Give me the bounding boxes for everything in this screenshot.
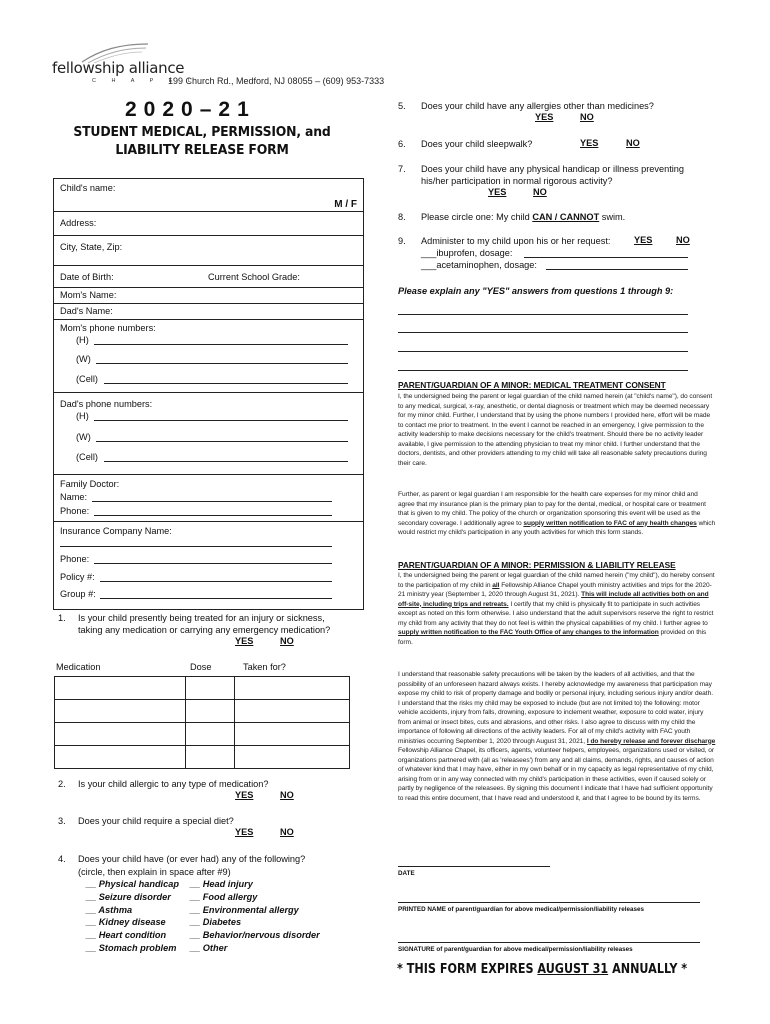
child-name-row[interactable] xyxy=(54,179,363,212)
liab-p1-link: supply written notification to the FAC Youth Office of any changes to the information xyxy=(398,629,659,636)
med-col-dose: Dose xyxy=(190,662,212,672)
dad-phone-cell-field[interactable] xyxy=(104,461,348,462)
dob-row[interactable] xyxy=(54,266,363,288)
mom-phone-cell-label: (Cell) xyxy=(76,374,98,384)
expire-text-c: ANNUALLY * xyxy=(608,962,688,977)
medical-p2-text-b: which would restrict my child's participation in any youth activities for which this form stands. xyxy=(398,519,716,536)
q9-no[interactable]: NO xyxy=(676,235,690,245)
q4-line-1: Does your child have (or ever had) any of the following? xyxy=(78,854,306,864)
family-doctor-label: Family Doctor: xyxy=(60,479,120,489)
doctor-phone-label: Phone: xyxy=(60,506,90,516)
q4-line-2: (circle, then explain in space after #9) xyxy=(78,867,231,877)
condition-item[interactable]: __ Stomach problem xyxy=(86,942,177,953)
q6-no[interactable]: NO xyxy=(626,138,640,148)
condition-item[interactable]: __ Environmental allergy xyxy=(190,904,299,915)
title-line-2: LIABILITY RELEASE FORM xyxy=(115,142,289,158)
q6-number: 6. xyxy=(398,139,406,149)
liab-p1-text-c: I certify that my child is physically fit to participate in such activities except as noted on this form otherwise. I also understand that the adult supervisors reserve the right to restrict my child from any activity that they do not feel is within the physical capabilities of my child. I further agree to xyxy=(398,600,714,627)
insurance-phone-label: Phone: xyxy=(60,554,90,564)
address-row[interactable] xyxy=(54,212,363,236)
city-label: City, State, Zip: xyxy=(60,242,123,252)
q3-no[interactable]: NO xyxy=(280,827,294,837)
condition-item[interactable]: __ Kidney disease xyxy=(86,917,166,928)
liab-p1-all: all xyxy=(492,581,500,589)
condition-item[interactable]: __ Food allergy xyxy=(190,891,258,902)
policy-label: Policy #: xyxy=(60,572,95,582)
med-col-medication: Medication xyxy=(56,662,101,672)
church-address: 199 Church Rd., Medford, NJ 08055 – (609) 953-7333 xyxy=(168,76,385,86)
med-cell[interactable] xyxy=(54,745,186,769)
liab-p1-bold: This will include all activities both on and off-site, including trips and retreats. xyxy=(398,591,709,608)
q1-line-1: Is your child presently being treated for an injury or sickness, xyxy=(78,613,325,623)
q9-number: 9. xyxy=(398,236,406,246)
child-info-box xyxy=(53,178,364,610)
condition-item[interactable]: __ Seizure disorder xyxy=(86,891,171,902)
doctor-phone-field[interactable] xyxy=(94,515,332,516)
q6-yes[interactable]: YES xyxy=(580,138,599,148)
liab-p1-text-d: provided on this form. xyxy=(398,629,707,646)
q6-text: Does your child sleepwalk? xyxy=(421,139,533,149)
expire-text-a: * THIS FORM EXPIRES xyxy=(397,962,538,977)
date-label: DATE xyxy=(398,870,415,877)
insurance-label: Insurance Company Name: xyxy=(60,526,172,536)
conditions-left-list xyxy=(86,878,179,955)
q1-line-2: taking any medication or carrying any emergency medication? xyxy=(78,625,331,635)
q7-line-1: Does your child have any physical handicap or illness preventing xyxy=(421,164,685,174)
liability-paragraph-1 xyxy=(398,571,716,647)
date-field[interactable] xyxy=(398,866,550,867)
liab-p2-bold: I do hereby release and forever discharge xyxy=(586,737,716,745)
doctor-name-label: Name: xyxy=(60,492,88,502)
q9-yes[interactable]: YES xyxy=(634,235,653,245)
q8-suffix: swim. xyxy=(599,212,626,222)
policy-field[interactable] xyxy=(100,581,332,582)
explain-line[interactable] xyxy=(398,351,688,352)
mom-phone-cell-field[interactable] xyxy=(104,383,348,384)
medical-consent-heading: PARENT/GUARDIAN OF A MINOR: MEDICAL TREATMENT CONSENT xyxy=(398,380,666,390)
mom-phone-h-label: (H) xyxy=(76,335,89,345)
mom-name-row[interactable] xyxy=(54,288,363,304)
title-line-1: STUDENT MEDICAL, PERMISSION, and xyxy=(73,124,331,140)
liab-p1-text-b: Fellowship Alliance Chapel youth ministry activities and trips for the 2020-21 ministry year (September 1, 2020 through August 31, 2021). xyxy=(398,581,712,598)
q3-text: Does your child require a special diet? xyxy=(78,816,234,826)
insurance-phone-field[interactable] xyxy=(94,563,332,564)
q3-number: 3. xyxy=(58,816,66,826)
q3-yes[interactable]: YES xyxy=(235,827,254,837)
q9-acetaminophen-label: ___acetaminophen, dosage: xyxy=(421,260,537,270)
q9-text: Administer to my child upon his or her request: xyxy=(421,236,611,246)
dad-phones-row xyxy=(54,393,363,475)
med-cell[interactable] xyxy=(54,699,186,723)
medical-p2-emphasis: supply written notification to FAC of any health changes xyxy=(523,519,697,527)
city-row[interactable] xyxy=(54,236,363,266)
dob-label: Date of Birth: xyxy=(60,272,114,282)
q2-number: 2. xyxy=(58,779,66,789)
group-label: Group #: xyxy=(60,589,96,599)
q7-line-2: his/her participation in normal rigorous activity? xyxy=(421,176,613,186)
medical-consent-paragraph-2 xyxy=(398,490,716,538)
med-cell[interactable] xyxy=(234,722,350,746)
liability-paragraph-2 xyxy=(398,670,716,803)
form-year: 2020–21 xyxy=(125,98,256,121)
q4-number: 4. xyxy=(58,854,66,864)
q2-no[interactable]: NO xyxy=(280,790,294,800)
signature-label: SIGNATURE of parent/guardian for above medical/permission/liability releases xyxy=(398,946,633,953)
dad-phone-h-label: (H) xyxy=(76,411,89,421)
insurance-name-field[interactable] xyxy=(60,546,332,547)
mom-phones-row xyxy=(54,320,363,393)
q5-no[interactable]: NO xyxy=(580,112,594,122)
q8-text xyxy=(421,211,625,223)
liab-p2-text-b: Fellowship Alliance Chapel, its officers, agents, volunteer helpers, employees, organizations used or visited, or organizations partnered with (all as 'releasees') from any and all claims, demands, rights, and causes of action of whatever kind that I may have, either in my own behalf or in my capacity as legal representative of my child, arising from or in any way connected with my child's participation in these activities, even if caused solely or partly by negligence of the releasees. By signing this document I indicate that I have had sufficient opportunity to read this entire document, that I have read and understood it, and that I agree to be bound by its terms. xyxy=(398,747,715,802)
q1-yes[interactable]: YES xyxy=(235,636,254,646)
med-cell[interactable] xyxy=(234,699,350,723)
signature-field[interactable] xyxy=(398,942,700,943)
med-cell[interactable] xyxy=(185,722,235,746)
acetaminophen-dosage-field[interactable] xyxy=(546,269,688,270)
condition-item[interactable]: __ Asthma xyxy=(86,904,133,915)
condition-item[interactable]: __ Head injury xyxy=(190,879,253,889)
q5-number: 5. xyxy=(398,101,406,111)
q7-number: 7. xyxy=(398,164,406,174)
condition-item[interactable]: __ Behavior/nervous disorder xyxy=(190,930,320,941)
condition-item[interactable]: __ Diabetes xyxy=(190,917,242,928)
conditions-right-list xyxy=(190,878,320,955)
family-doctor-row xyxy=(54,475,363,522)
dad-phones-label: Dad's phone numbers: xyxy=(60,399,153,409)
dad-name-label: Dad's Name: xyxy=(60,306,113,316)
liab-p1-text-a: I, the undersigned being the parent or legal guardian of the child named herein ("my child"), do hereby consent to the participation of my child in xyxy=(398,572,715,589)
grade-label: Current School Grade: xyxy=(208,272,300,282)
q9-ibuprofen-label: ___ibuprofen, dosage: xyxy=(421,248,513,258)
dad-name-row[interactable] xyxy=(54,304,363,320)
q8-can-cannot[interactable]: CAN / CANNOT xyxy=(532,212,600,222)
medical-consent-paragraph-1: I, the undersigned being the parent or legal guardian of the child named herein (at "child's name"), do consent to any medical, surgical, x-ray, anesthetic, or dental diagnosis or treatment which may be deemed necessary for my minor child. Further, I understand that by using the phone numbers I provided here, effort will be made to contact me prior to treatment. In the event I cannot be reached in an emergency, I give permission to the activity leadership to make decisions necessary for the child's treatment. Should there be no activity leader available, I give permission to the attending physician to treat my minor child. I further understand that the doctors, dentists, and other providers attending to my child will take all reasonable safety precautions during their care. xyxy=(398,393,713,467)
expire-date: AUGUST 31 xyxy=(537,962,609,977)
q2-yes[interactable]: YES xyxy=(235,790,254,800)
mom-phone-w-label: (W) xyxy=(76,354,91,364)
condition-item[interactable]: __ Other xyxy=(190,942,228,953)
q7-no[interactable]: NO xyxy=(533,187,547,197)
q1-no[interactable]: NO xyxy=(280,636,294,646)
mom-phone-h-field[interactable] xyxy=(94,344,348,345)
condition-item[interactable]: __ Physical handicap xyxy=(86,879,179,889)
logo xyxy=(52,42,198,88)
logo-subtitle: C H A P E L xyxy=(92,78,198,84)
explain-yes-label: Please explain any "YES" answers from questions 1 through 9: xyxy=(398,286,674,296)
doctor-name-field[interactable] xyxy=(92,501,332,502)
med-cell[interactable] xyxy=(185,745,235,769)
q2-text: Is your child allergic to any type of medication? xyxy=(78,779,269,789)
q1-number: 1. xyxy=(58,613,66,623)
q8-prefix: Please circle one: My child xyxy=(421,212,533,222)
med-cell[interactable] xyxy=(54,722,186,746)
group-field[interactable] xyxy=(100,598,332,599)
med-col-taken-for: Taken for? xyxy=(243,662,286,672)
med-cell[interactable] xyxy=(185,676,235,700)
explain-line[interactable] xyxy=(398,332,688,333)
explain-line[interactable] xyxy=(398,370,688,371)
liability-release-heading: PARENT/GUARDIAN OF A MINOR: PERMISSION & LIABILITY RELEASE xyxy=(398,560,676,570)
dad-phone-h-field[interactable] xyxy=(94,420,348,421)
logo-name: fellowship alliance xyxy=(52,59,185,77)
dad-phone-w-field[interactable] xyxy=(96,441,348,442)
form-expiration-notice xyxy=(397,962,687,977)
med-cell[interactable] xyxy=(54,676,186,700)
form-title xyxy=(64,123,340,159)
q5-text: Does your child have any allergies other than medicines? xyxy=(421,101,654,111)
dad-phone-cell-label: (Cell) xyxy=(76,452,98,462)
liab-p2-text-a: I understand that reasonable safety precautions will be taken by the leaders of all activities, and that the possibility of an unforeseen hazard always exists. I hereby acknowledge my awareness that participation may expose my child to risk of property damage and bodily or personal injury, including serious injury and/or death. I understand that the risks my child may be exposed to include (but are not limited to) the following: motor vehicle accidents, injury from falls, drowning, exposure to inclement weather, exposure to cold water, injury from animal or insect bites, cuts and abrasions, and other risks. I also agree to discuss with my child the importance of following all directions of the activity leaders. For all of my child's activity with FAC youth ministries occurring September 1, 2020 through August 31, 2021, xyxy=(398,671,713,745)
q8-number: 8. xyxy=(398,212,406,222)
condition-item[interactable]: __ Heart condition xyxy=(86,930,167,941)
insurance-row xyxy=(54,522,363,609)
mom-phones-label: Mom's phone numbers: xyxy=(60,323,156,333)
explain-line[interactable] xyxy=(398,314,688,315)
dad-phone-w-label: (W) xyxy=(76,432,91,442)
medical-p2-text-a: Further, as parent or legal guardian I am responsible for the health care expenses for my minor child and agree that my insurance plan is the primary plan to pay for the dental, medical, or hospital care or treatment that is given to my child. The policy of the church or organization sponsoring this event will be used as the secondary coverage. I additionally agree to xyxy=(398,491,706,527)
printed-name-field[interactable] xyxy=(398,902,700,903)
q5-yes[interactable]: YES xyxy=(535,112,554,122)
child-name-label: Child's name: xyxy=(60,183,116,193)
mom-name-label: Mom's Name: xyxy=(60,290,117,300)
address-label: Address: xyxy=(60,218,97,228)
med-cell[interactable] xyxy=(185,699,235,723)
gender-choice[interactable]: M / F xyxy=(334,199,357,210)
mom-phone-w-field[interactable] xyxy=(96,363,348,364)
med-cell[interactable] xyxy=(234,676,350,700)
q7-yes[interactable]: YES xyxy=(488,187,507,197)
printed-name-label: PRINTED NAME of parent/guardian for above medical/permission/liability releases xyxy=(398,906,644,913)
ibuprofen-dosage-field[interactable] xyxy=(524,257,688,258)
med-cell[interactable] xyxy=(234,745,350,769)
